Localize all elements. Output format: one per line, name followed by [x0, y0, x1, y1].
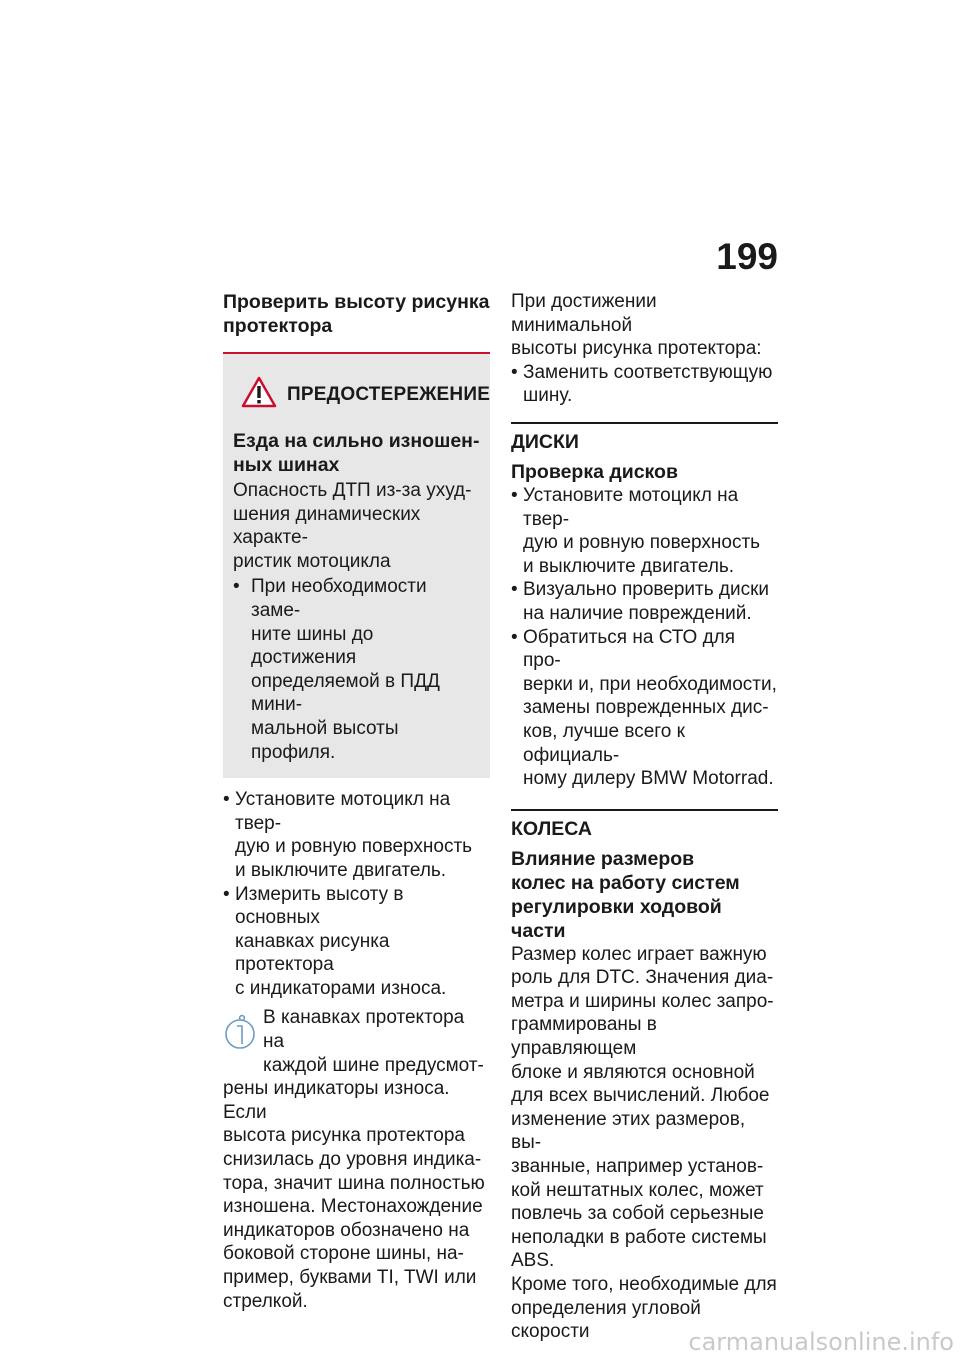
list-item — [511, 626, 778, 791]
wheels-paragraph-2: Кроме того, необходимые для определения угловой скорости — [511, 1274, 777, 1343]
section-divider — [511, 809, 778, 811]
right-column — [511, 290, 778, 1344]
list-item — [511, 578, 778, 625]
bullet-icon: • — [223, 883, 230, 905]
warning-triangle-icon — [241, 376, 277, 413]
watermark-footer: carmanualsonline.info — [688, 1328, 954, 1356]
subsection-title-wheel-sizes: Влияние размеров колес на работу систем регулировки ходовой части — [511, 847, 740, 942]
warning-title: Езда на сильно изношен- ных шинах — [233, 430, 480, 476]
bullet-icon: • — [511, 361, 518, 383]
list-item-text: Обратиться на СТО для про- верки и, при необходимости, замены поврежденных дис- ков, лучше всего к официаль- ному дилеру BMW Motorrad. — [523, 626, 777, 790]
warning-bullet — [233, 575, 480, 764]
warning-bullet-text: При необходимости заме- ните шины до достижения определяемой в ПДД мини- мальной высоты профиля. — [251, 576, 440, 763]
info-text-first: В канавках протектора на каждой шине предусмот- — [263, 1007, 484, 1076]
bullet-icon: • — [511, 626, 518, 648]
section-heading-tread-depth: Проверить высоту рисунка протектора — [223, 291, 490, 337]
bullet-icon: • — [511, 579, 518, 601]
bullet-icon: • — [223, 789, 230, 811]
subsection-title-check-discs: Проверка дисков — [511, 460, 678, 483]
wheels-paragraph-1: Размер колес играет важную роль для DTC. Значения диа- метра и ширины колес запро- граммированы в управляющем блоке и являются основной для всех вычислений. Любое изменение этих размеров, вы- званные, например установ- кой нештатных колес, может повлечь за собой серьезные неполадки в работе системы ABS. — [511, 943, 774, 1272]
info-text-rest: рены индикаторы износа. Если высота рисунка протектора снизилась до уровня индика- тора, значит шина полностью изношена. Местонахождение индикаторов обозначено на боковой стороне шины, на- пример, буквами TI, TWI или стрелкой. — [223, 1078, 485, 1312]
list-item-text: Заменить соответствующую шину. — [523, 361, 773, 407]
list-item-text: Измерить высоту в основных канавках рисунка протектора с индикаторами износа. — [235, 883, 447, 999]
section-title-wheels: КОЛЕСА — [511, 817, 592, 840]
intro-text: При достижении минимальной высоты рисунка протектора: — [511, 291, 762, 360]
info-note — [223, 1006, 490, 1313]
section-divider — [511, 422, 778, 424]
list-item — [511, 361, 778, 408]
bullet-icon: • — [233, 576, 240, 598]
section-title-discs: ДИСКИ — [511, 430, 579, 453]
list-item — [511, 484, 778, 578]
info-icon — [223, 1010, 257, 1055]
list-item-text: Установите мотоцикл на твер- дую и ровную поверхность и выключите двигатель. — [523, 484, 761, 577]
warning-label: ПРЕДОСТЕРЕЖЕНИЕ — [287, 383, 491, 405]
left-column — [223, 290, 490, 1313]
list-item-text: Визуально проверить диски на наличие повреждений. — [523, 579, 770, 624]
warning-header — [241, 376, 491, 413]
warning-box — [223, 354, 490, 778]
list-item — [223, 883, 490, 1001]
warning-text: Опасность ДТП из-за ухуд- шения динамических характе- ристик мотоцикла — [233, 480, 472, 572]
bullet-icon: • — [511, 484, 518, 506]
list-item-text: Установите мотоцикл на твер- дую и ровную поверхность и выключите двигатель. — [235, 789, 473, 881]
list-item — [223, 788, 490, 882]
page-number: 199 — [716, 236, 778, 277]
